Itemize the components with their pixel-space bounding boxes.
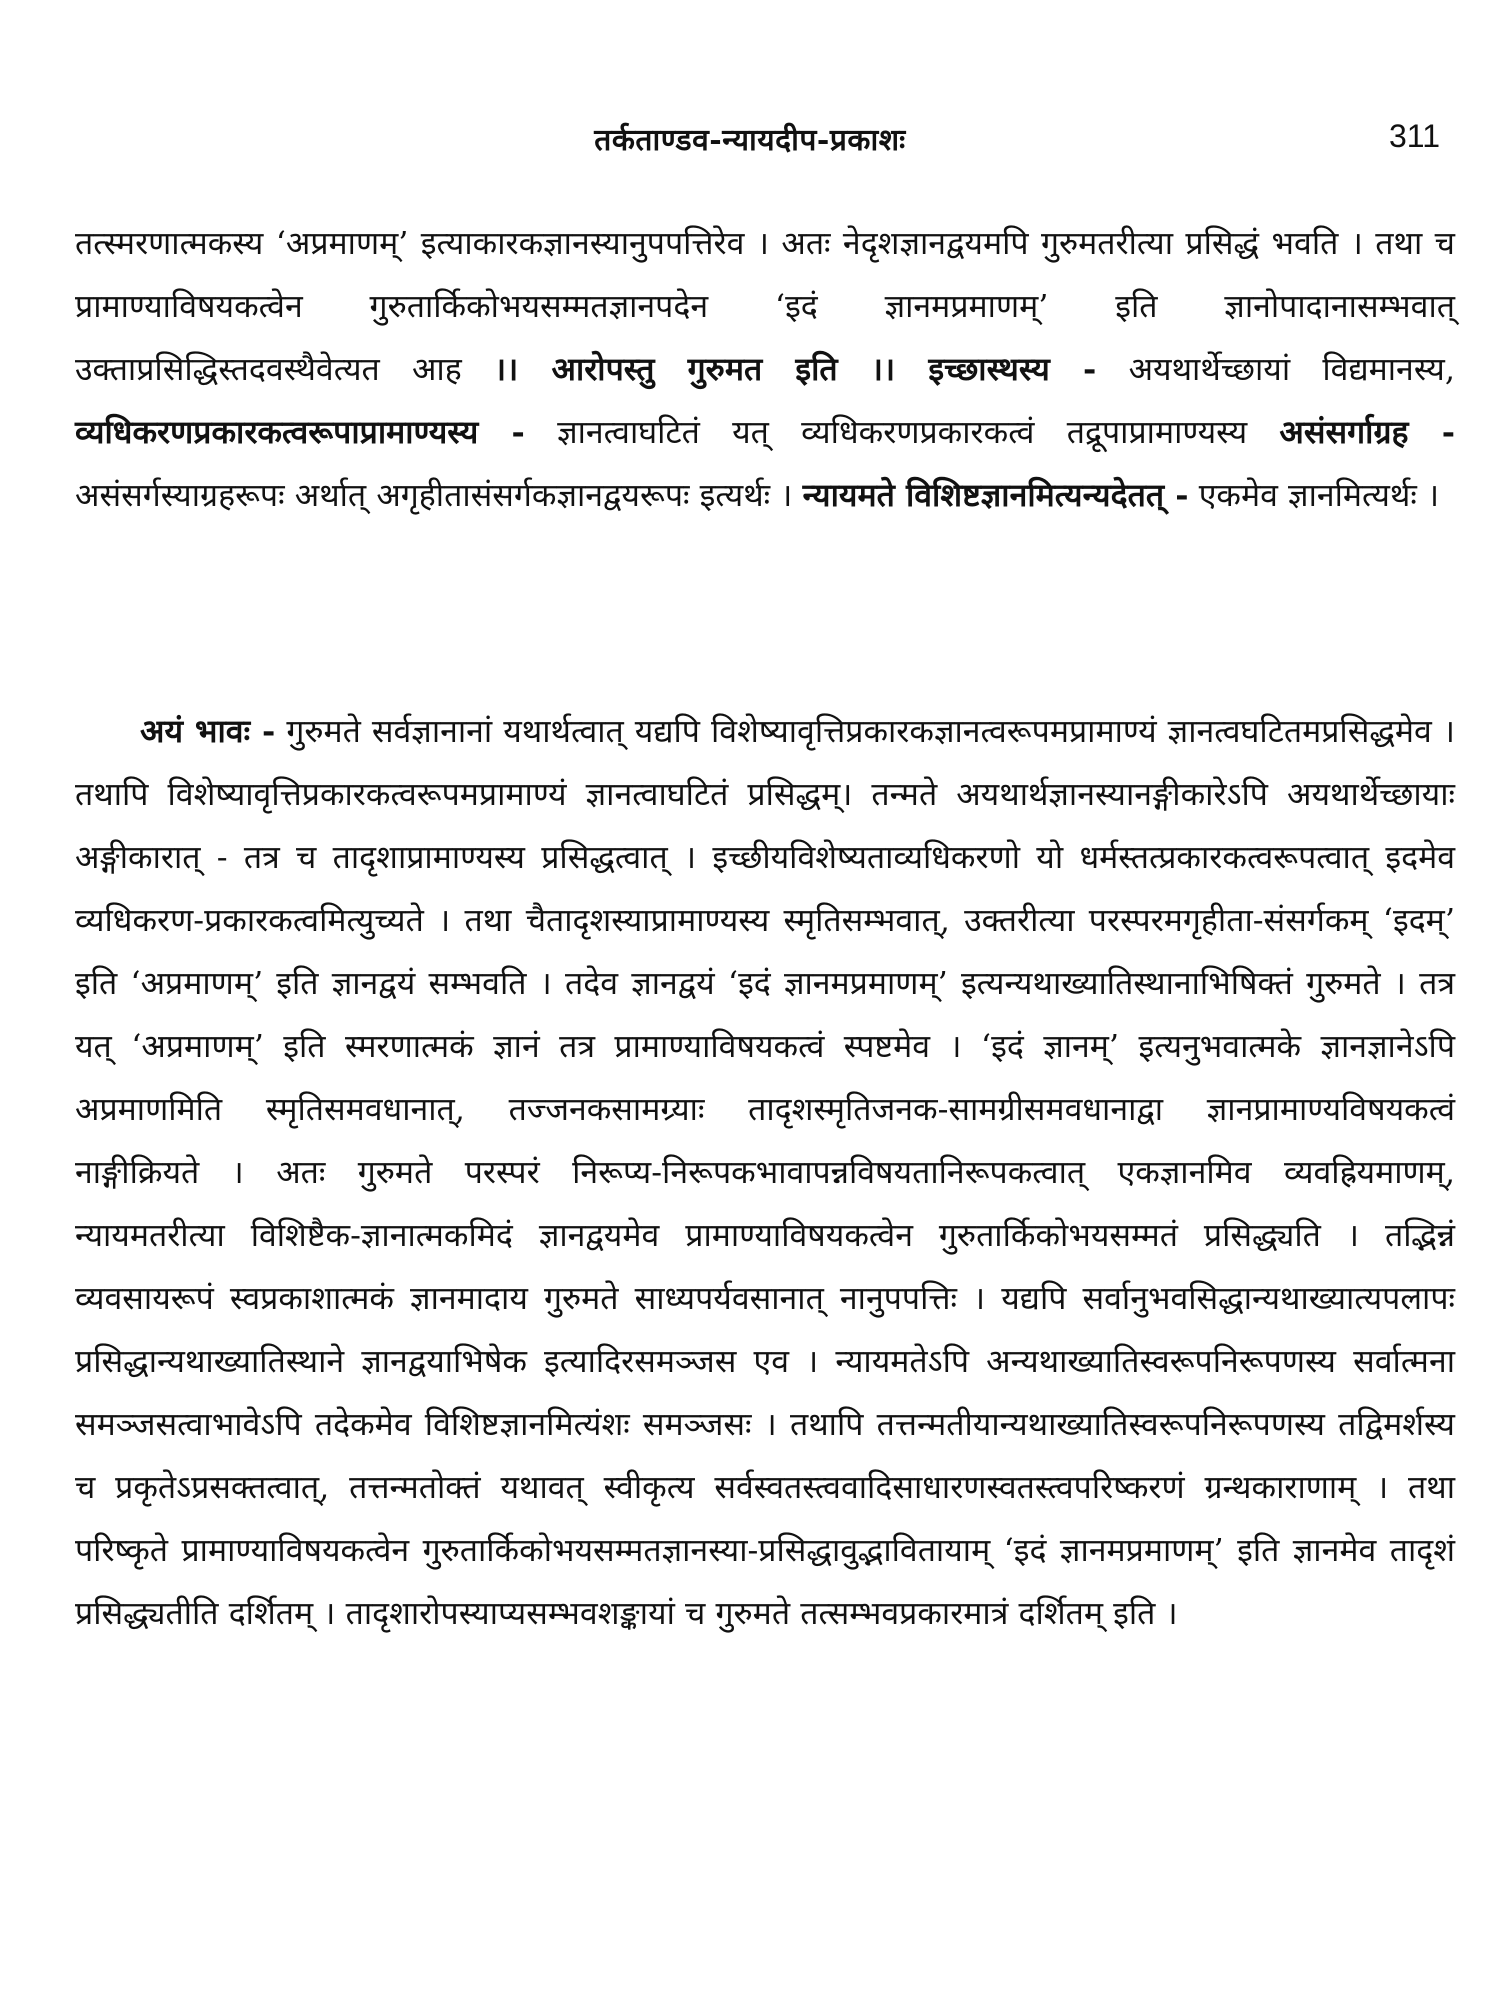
paragraph-1-text-4: असंसर्गस्याग्रहरूपः अर्थात् अगृहीतासंसर्गकज्ञानद्वयरूपः इत्यर्थः । bbox=[75, 476, 803, 514]
page-number: 311 bbox=[1388, 118, 1440, 154]
paragraph-1-bold-2: व्यधिकरणप्रकारकत्वरूपाप्रामाण्यस्य - bbox=[75, 413, 525, 451]
paragraph-1 bbox=[75, 212, 1455, 527]
paragraph-1-text-5: एकमेव ज्ञानमित्यर्थः । bbox=[1188, 476, 1440, 514]
paragraph-2-bold-1: अयं भावः - bbox=[140, 712, 276, 750]
paragraph-1-text-1: तत्स्मरणात्मकस्य ‘अप्रमाणम्’ इत्याकारकज्ञानस्यानुपपत्तिरेव । अतः नेदृशज्ञानद्वयमपि गुरुमतरीत्या प्रसिद्धं भवति । तथा च प्रामाण्याविषयकत्वेन गुरुतार्किकोभयसम्मतज्ञानपदेन ‘इदं ज्ञानमप्रमाणम्’ इति ज्ञानोपादानासम्भवात् उक्ताप्रसिद्धिस्तदवस्थैवेत्यत आह bbox=[75, 224, 1455, 388]
paragraph-1-bold-4: न्यायमते विशिष्टज्ञानमित्यन्यदेतत् - bbox=[802, 476, 1189, 514]
paragraph-2-text-1: गुरुमते सर्वज्ञानानां यथार्थत्वात् यद्यपि विशेष्यावृत्तिप्रकारकज्ञानत्वरूपमप्रामाण्यं ज्ञानत्वघटितमप्रसिद्धमेव । तथापि विशेष्यावृत्तिप्रकारकत्वरूपमप्रामाण्यं ज्ञानत्वाघटितं प्रसिद्धम्। तन्मते अयथार्थज्ञानस्यानङ्गीकारेऽपि अयथार्थेच्छायाः अङ्गीकारात् - तत्र च तादृशाप्रामाण्यस्य प्रसिद्धत्वात् । इच्छीयविशेष्यताव्यधिकरणो यो धर्मस्तत्प्रकारकत्वरूपत्वात् इदमेव व्यधिकरण-प्रकारकत्वमित्युच्यते । तथा चैतादृशस्याप्रामाण्यस्य स्मृतिसम्भवात्, उक्तरीत्या परस्परमगृहीता-संसर्गकम् ‘इदम्’ इति ‘अप्रमाणम्’ इति ज्ञानद्वयं सम्भवति । तदेव ज्ञानद्वयं ‘इदं ज्ञानमप्रमाणम्’ इत्यन्यथाख्यातिस्थानाभिषिक्तं गुरुमते । तत्र यत् ‘अप्रमाणम्’ इति स्मरणात्मकं ज्ञानं तत्र प्रामाण्याविषयकत्वं स्पष्टमेव । ‘इदं ज्ञानम्’ इत्यनुभवात्मके ज्ञानज्ञानेऽपि अप्रमाणमिति स्मृतिसमवधानात्, तज्जनकसामग्र्याः तादृशस्मृतिजनक-सामग्रीसमवधानाद्वा ज्ञानप्रामाण्यविषयकत्वं नाङ्गीक्रियते । अतः गुरुमते परस्परं निरूप्य-निरूपकभावापन्नविषयतानिरूपकत्वात् एकज्ञानमिव व्यवह्रियमाणम्, न्यायमतरीत्या विशिष्टैक-ज्ञानात्मकमिदं ज्ञानद्वयमेव प्रामाण्याविषयकत्वेन गुरुतार्किकोभयसम्मतं प्रसिद्ध्यति । तद्भिन्नं व्यवसायरूपं स्वप्रकाशात्मकं ज्ञानमादाय गुरुमते साध्यपर्यवसानात् नानुपपत्तिः । यद्यपि सर्वानुभवसिद्धान्यथाख्यात्यपलापः प्रसिद्धान्यथाख्यातिस्थाने ज्ञानद्वयाभिषेक इत्यादिरसमञ्जस एव । न्यायमतेऽपि अन्यथाख्यातिस्वरूपनिरूपणस्य सर्वात्मना समञ्जसत्वाभावेऽपि तदेकमेव विशिष्टज्ञानमित्यंशः समञ्जसः । तथापि तत्तन्मतीयान्यथाख्यातिस्वरूपनिरूपणस्य तद्विमर्शस्य च प्रकृतेऽप्रसक्तत्वात्, तत्तन्मतोक्तं यथावत् स्वीकृत्य सर्वस्वतस्त्ववादिसाधारणस्वतस्त्वपरिष्करणं ग्रन्थकाराणाम् । तथा परिष्कृते प्रामाण्याविषयकत्वेन गुरुतार्किकोभयसम्मतज्ञानस्या-प्रसिद्धावुद्भावितायाम् ‘इदं ज्ञानमप्रमाणम्’ इति ज्ञानमेव तादृशं प्रसिद्ध्यतीति दर्शितम् । तादृशारोपस्याप्यसम्भवशङ्कायां च गुरुमते तत्सम्भवप्रकारमात्रं दर्शितम् इति । bbox=[75, 712, 1455, 1632]
paragraph-1-text-3: ज्ञानत्वाघटितं यत् व्यधिकरणप्रकारकत्वं तद्रूपाप्रामाण्यस्य bbox=[524, 413, 1280, 451]
paragraph-1-text-2: अयथार्थेच्छायां विद्यमानस्य, bbox=[1096, 350, 1455, 388]
paragraph-2 bbox=[75, 700, 1455, 1645]
paragraph-1-bold-3: असंसर्गाग्रह - bbox=[1279, 413, 1456, 451]
paragraph-1-bold-1: ।। आरोपस्तु गुरुमत इति ।। इच्छास्थस्य - bbox=[494, 350, 1097, 388]
running-title: तर्कताण्डव-न्यायदीप-प्रकाशः bbox=[594, 123, 906, 158]
